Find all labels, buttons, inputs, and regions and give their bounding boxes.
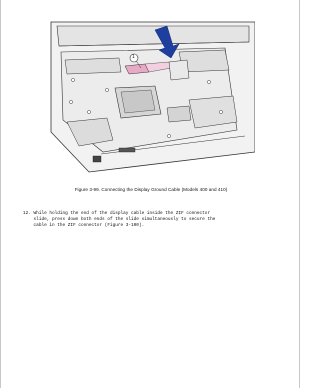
step-line-1: While holding the end of the display cable inside the ZIF connector: [33, 211, 211, 216]
callout-number: 1: [132, 54, 135, 60]
step-line-2: slide, press down both ends of the slide simultaneously to secure the: [33, 217, 216, 222]
procedure-step: [23, 211, 285, 229]
laptop-figure: [49, 12, 255, 176]
figure-caption: Figure 3-99. Connecting the Display Ground Cable (Models 400 and 410): [74, 187, 228, 192]
step-line-3: cable in the ZIF connector (Figure 3-100).: [33, 223, 145, 228]
step-number: 12.: [23, 211, 31, 216]
